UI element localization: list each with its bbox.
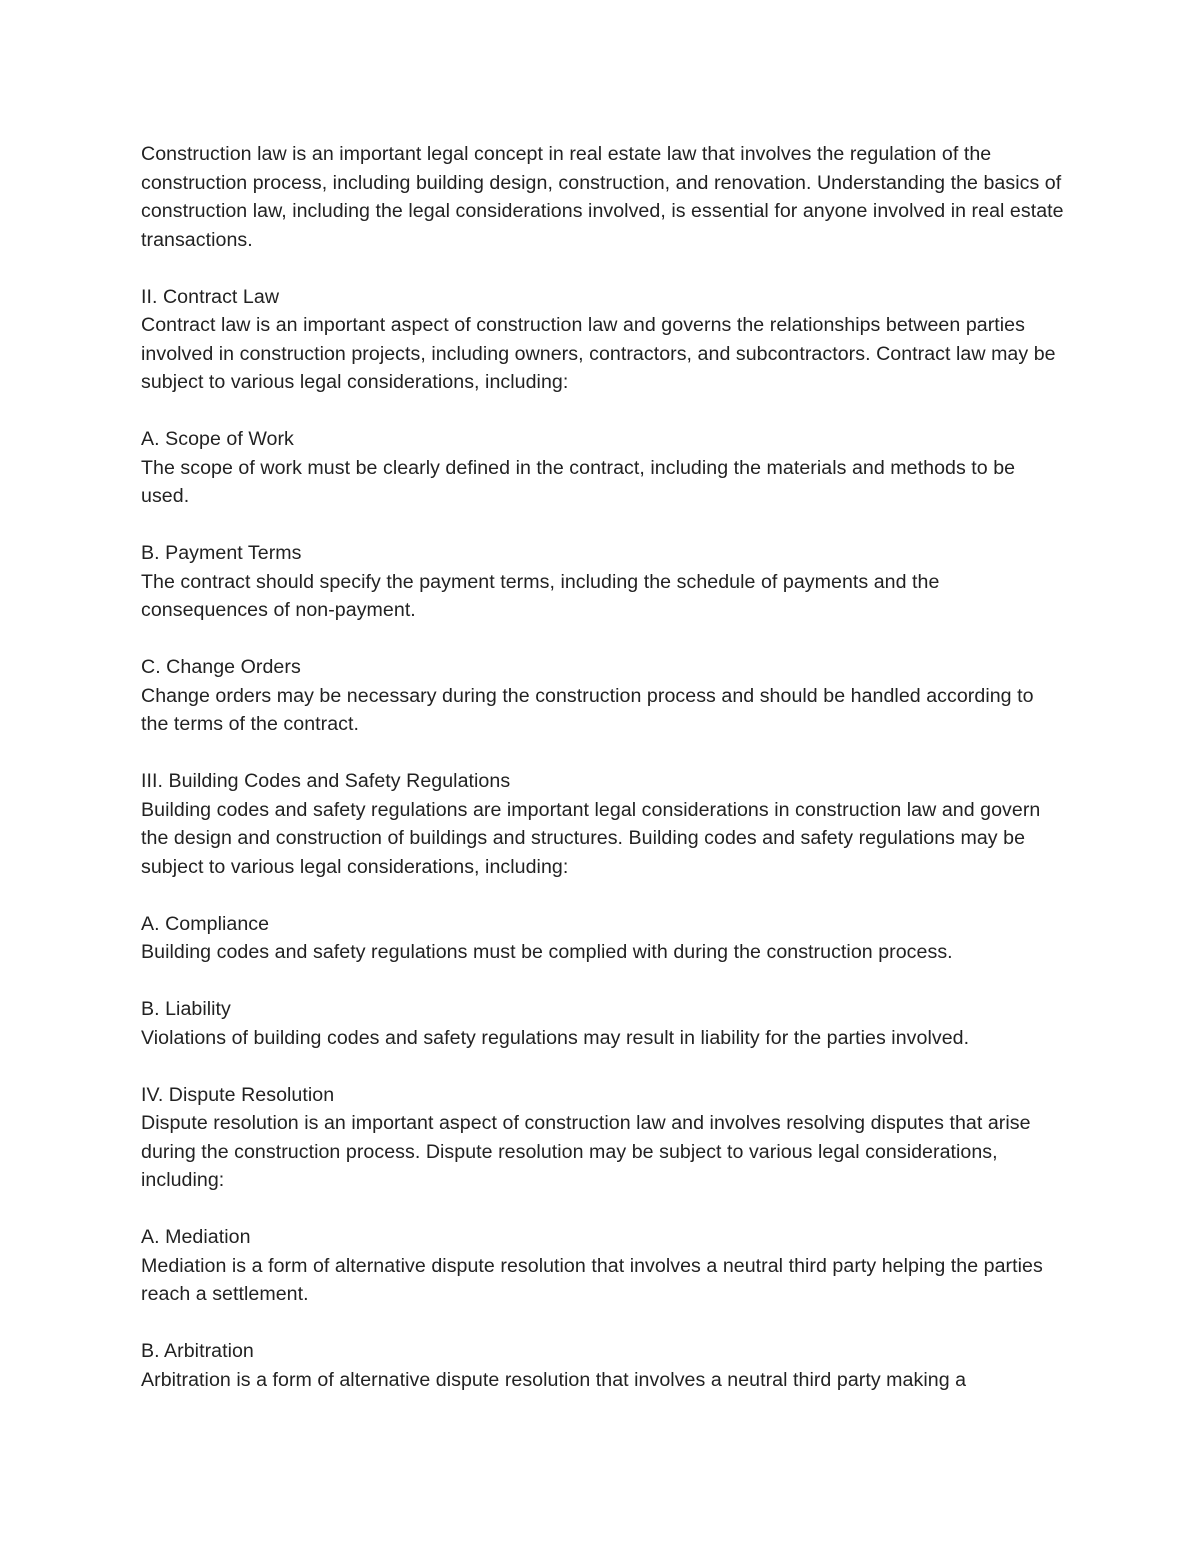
section-text: Building codes and safety regulations are important legal considerations in construction law and govern the design and construction of buildings and structures. Building codes and safety regulations may be subject to various legal considerations, including: bbox=[141, 798, 1041, 878]
section-heading: B. Arbitration bbox=[141, 1340, 254, 1362]
section-text: Contract law is an important aspect of construction law and governs the relationships between parties involved in construction projects, including owners, contractors, and subcontractors. Contract law may be subject to various legal considerations, including: bbox=[141, 314, 1056, 393]
section-text: Change orders may be necessary during the construction process and should be handled according to the terms of the contract. bbox=[141, 684, 1034, 735]
section-text: Violations of building codes and safety regulations may result in liability for the parties involved. bbox=[141, 1026, 970, 1049]
section-heading: A. Compliance bbox=[141, 912, 270, 935]
section-payment-terms bbox=[141, 539, 1066, 625]
section-liability bbox=[141, 995, 1066, 1052]
section-heading: III. Building Codes and Safety Regulations bbox=[141, 770, 511, 792]
intro-text: Construction law is an important legal concept in real estate law that involves the regulation of the construction process, including building design, construction, and renovation. Understanding the basics of construction law, including the legal considerations involved, is essential for anyone involved in real estate transactions. bbox=[141, 143, 1064, 251]
section-text: Building codes and safety regulations must be complied with during the construction process. bbox=[141, 941, 953, 963]
section-change-orders bbox=[141, 653, 1066, 739]
section-heading: B. Liability bbox=[141, 998, 231, 1020]
section-contract-law bbox=[141, 283, 1066, 397]
section-text: The contract should specify the payment terms, including the schedule of payments and the consequences of non-payment. bbox=[141, 570, 940, 621]
document-body bbox=[141, 140, 1066, 1423]
section-arbitration bbox=[141, 1337, 1066, 1394]
section-building-codes bbox=[141, 767, 1066, 881]
section-text: Arbitration is a form of alternative dispute resolution that involves a neutral third party making a bbox=[141, 1368, 967, 1391]
intro-paragraph bbox=[141, 140, 1066, 254]
section-heading: C. Change Orders bbox=[141, 656, 301, 678]
section-heading: B. Payment Terms bbox=[141, 542, 302, 564]
section-heading: A. Scope of Work bbox=[141, 428, 294, 450]
section-scope-of-work bbox=[141, 425, 1066, 511]
section-heading: A. Mediation bbox=[141, 1226, 251, 1248]
section-heading: IV. Dispute Resolution bbox=[141, 1083, 335, 1106]
section-text: Dispute resolution is an important aspect of construction law and involves resolving disputes that arise during the construction process. Dispute resolution may be subject to various legal considerations, including: bbox=[141, 1112, 1031, 1191]
section-text: Mediation is a form of alternative dispute resolution that involves a neutral third party helping the parties reach a settlement. bbox=[141, 1254, 1043, 1305]
section-heading: II. Contract Law bbox=[141, 285, 280, 308]
section-dispute-resolution bbox=[141, 1081, 1066, 1195]
section-text: The scope of work must be clearly defined in the contract, including the materials and methods to be used. bbox=[141, 456, 1016, 507]
section-compliance bbox=[141, 910, 1066, 967]
section-mediation bbox=[141, 1223, 1066, 1309]
